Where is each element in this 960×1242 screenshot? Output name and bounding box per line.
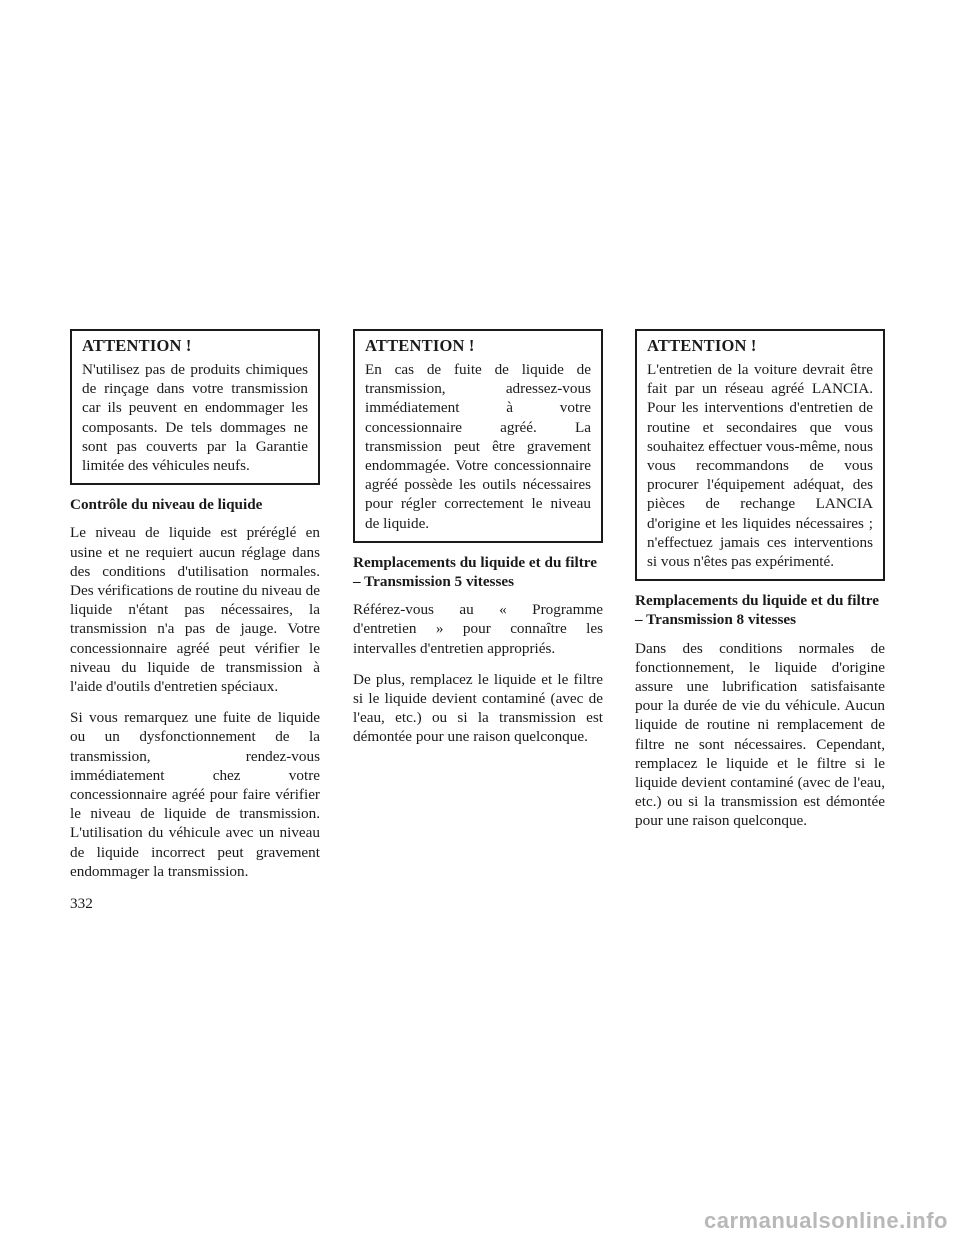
warning-text: L'entretien de la voiture devrait être fait par un réseau agréé LANCIA. Pour les interventions d'entretien de routine et secondaires que vous souhaitez effectuer vous-même, nous vous recommandons de vous procurer l'équipement adéquat, des pièces de rechange LANCIA d'origine et les liquides nécessaires ; n'effectuez jamais ces interventions si vous n'êtes pas expérimenté. <box>647 361 873 571</box>
column-1 <box>70 329 320 893</box>
warning-title: ATTENTION ! <box>365 336 475 355</box>
warning-title: ATTENTION ! <box>647 336 757 355</box>
section-heading: Contrôle du niveau de liquide <box>70 496 263 514</box>
column-2 <box>353 329 603 759</box>
warning-text: N'utilisez pas de produits chimiques de rinçage dans votre transmission car ils peuvent en endommager les composants. De tels dommages ne sont pas couverts par la Garantie limitée des véhicules neufs. <box>82 361 308 475</box>
column-3 <box>635 329 885 843</box>
section-heading: Remplacements du liquide et du filtre – Transmission 8 vitesses <box>635 592 879 629</box>
watermark: carmanualsonline.info <box>704 1208 948 1233</box>
warning-box <box>70 329 320 485</box>
warning-text: En cas de fuite de liquide de transmission, adressez-vous immédiatement à votre concessionnaire agréé. La transmission peut être gravement endommagée. Votre concessionnaire agréé possède les outils nécessaires pour régler correctement le niveau de liquide. <box>365 361 591 532</box>
warning-title: ATTENTION ! <box>82 336 192 355</box>
warning-box <box>353 329 603 543</box>
page-number: 332 <box>70 895 93 912</box>
body-paragraph: Le niveau de liquide est préréglé en usine et ne requiert aucun réglage dans des conditions d'utilisation normales. Des vérifications de routine du niveau de liquide n'étant pas nécessaires, la transmission n'a pas de jauge. Votre concessionnaire agréé peut vérifier le niveau du liquide de transmission à l'aide d'outils d'entretien spéciaux. <box>70 524 320 696</box>
section-heading: Remplacements du liquide et du filtre – Transmission 5 vitesses <box>353 553 597 591</box>
body-paragraph: Dans des conditions normales de fonctionnement, le liquide d'origine assure une lubrification satisfaisante pour la durée de vie du véhicule. Aucun liquide de routine ni remplacement de filtre ne sont nécessaires. Cependant, remplacez le liquide et le filtre si le liquide devient contaminé (avec de l'eau, etc.) ou si la transmission est démontée pour une raison quelconque. <box>635 639 885 830</box>
body-paragraph: Si vous remarquez une fuite de liquide ou un dysfonctionnement de la transmission, rendez-vous immédiatement chez votre concessionnaire agréé pour faire vérifier le niveau de liquide de transmission. L'utilisation du véhicule avec un niveau de liquide incorrect peut gravement endommager la transmission. <box>70 709 320 880</box>
body-paragraph: De plus, remplacez le liquide et le filtre si le liquide devient contaminé (avec de l'eau, etc.) ou si la transmission est démontée pour une raison quelconque. <box>353 670 603 746</box>
body-paragraph: Référez-vous au « Programme d'entretien » pour connaître les intervalles d'entretien appropriés. <box>353 601 603 657</box>
warning-box <box>635 329 885 581</box>
